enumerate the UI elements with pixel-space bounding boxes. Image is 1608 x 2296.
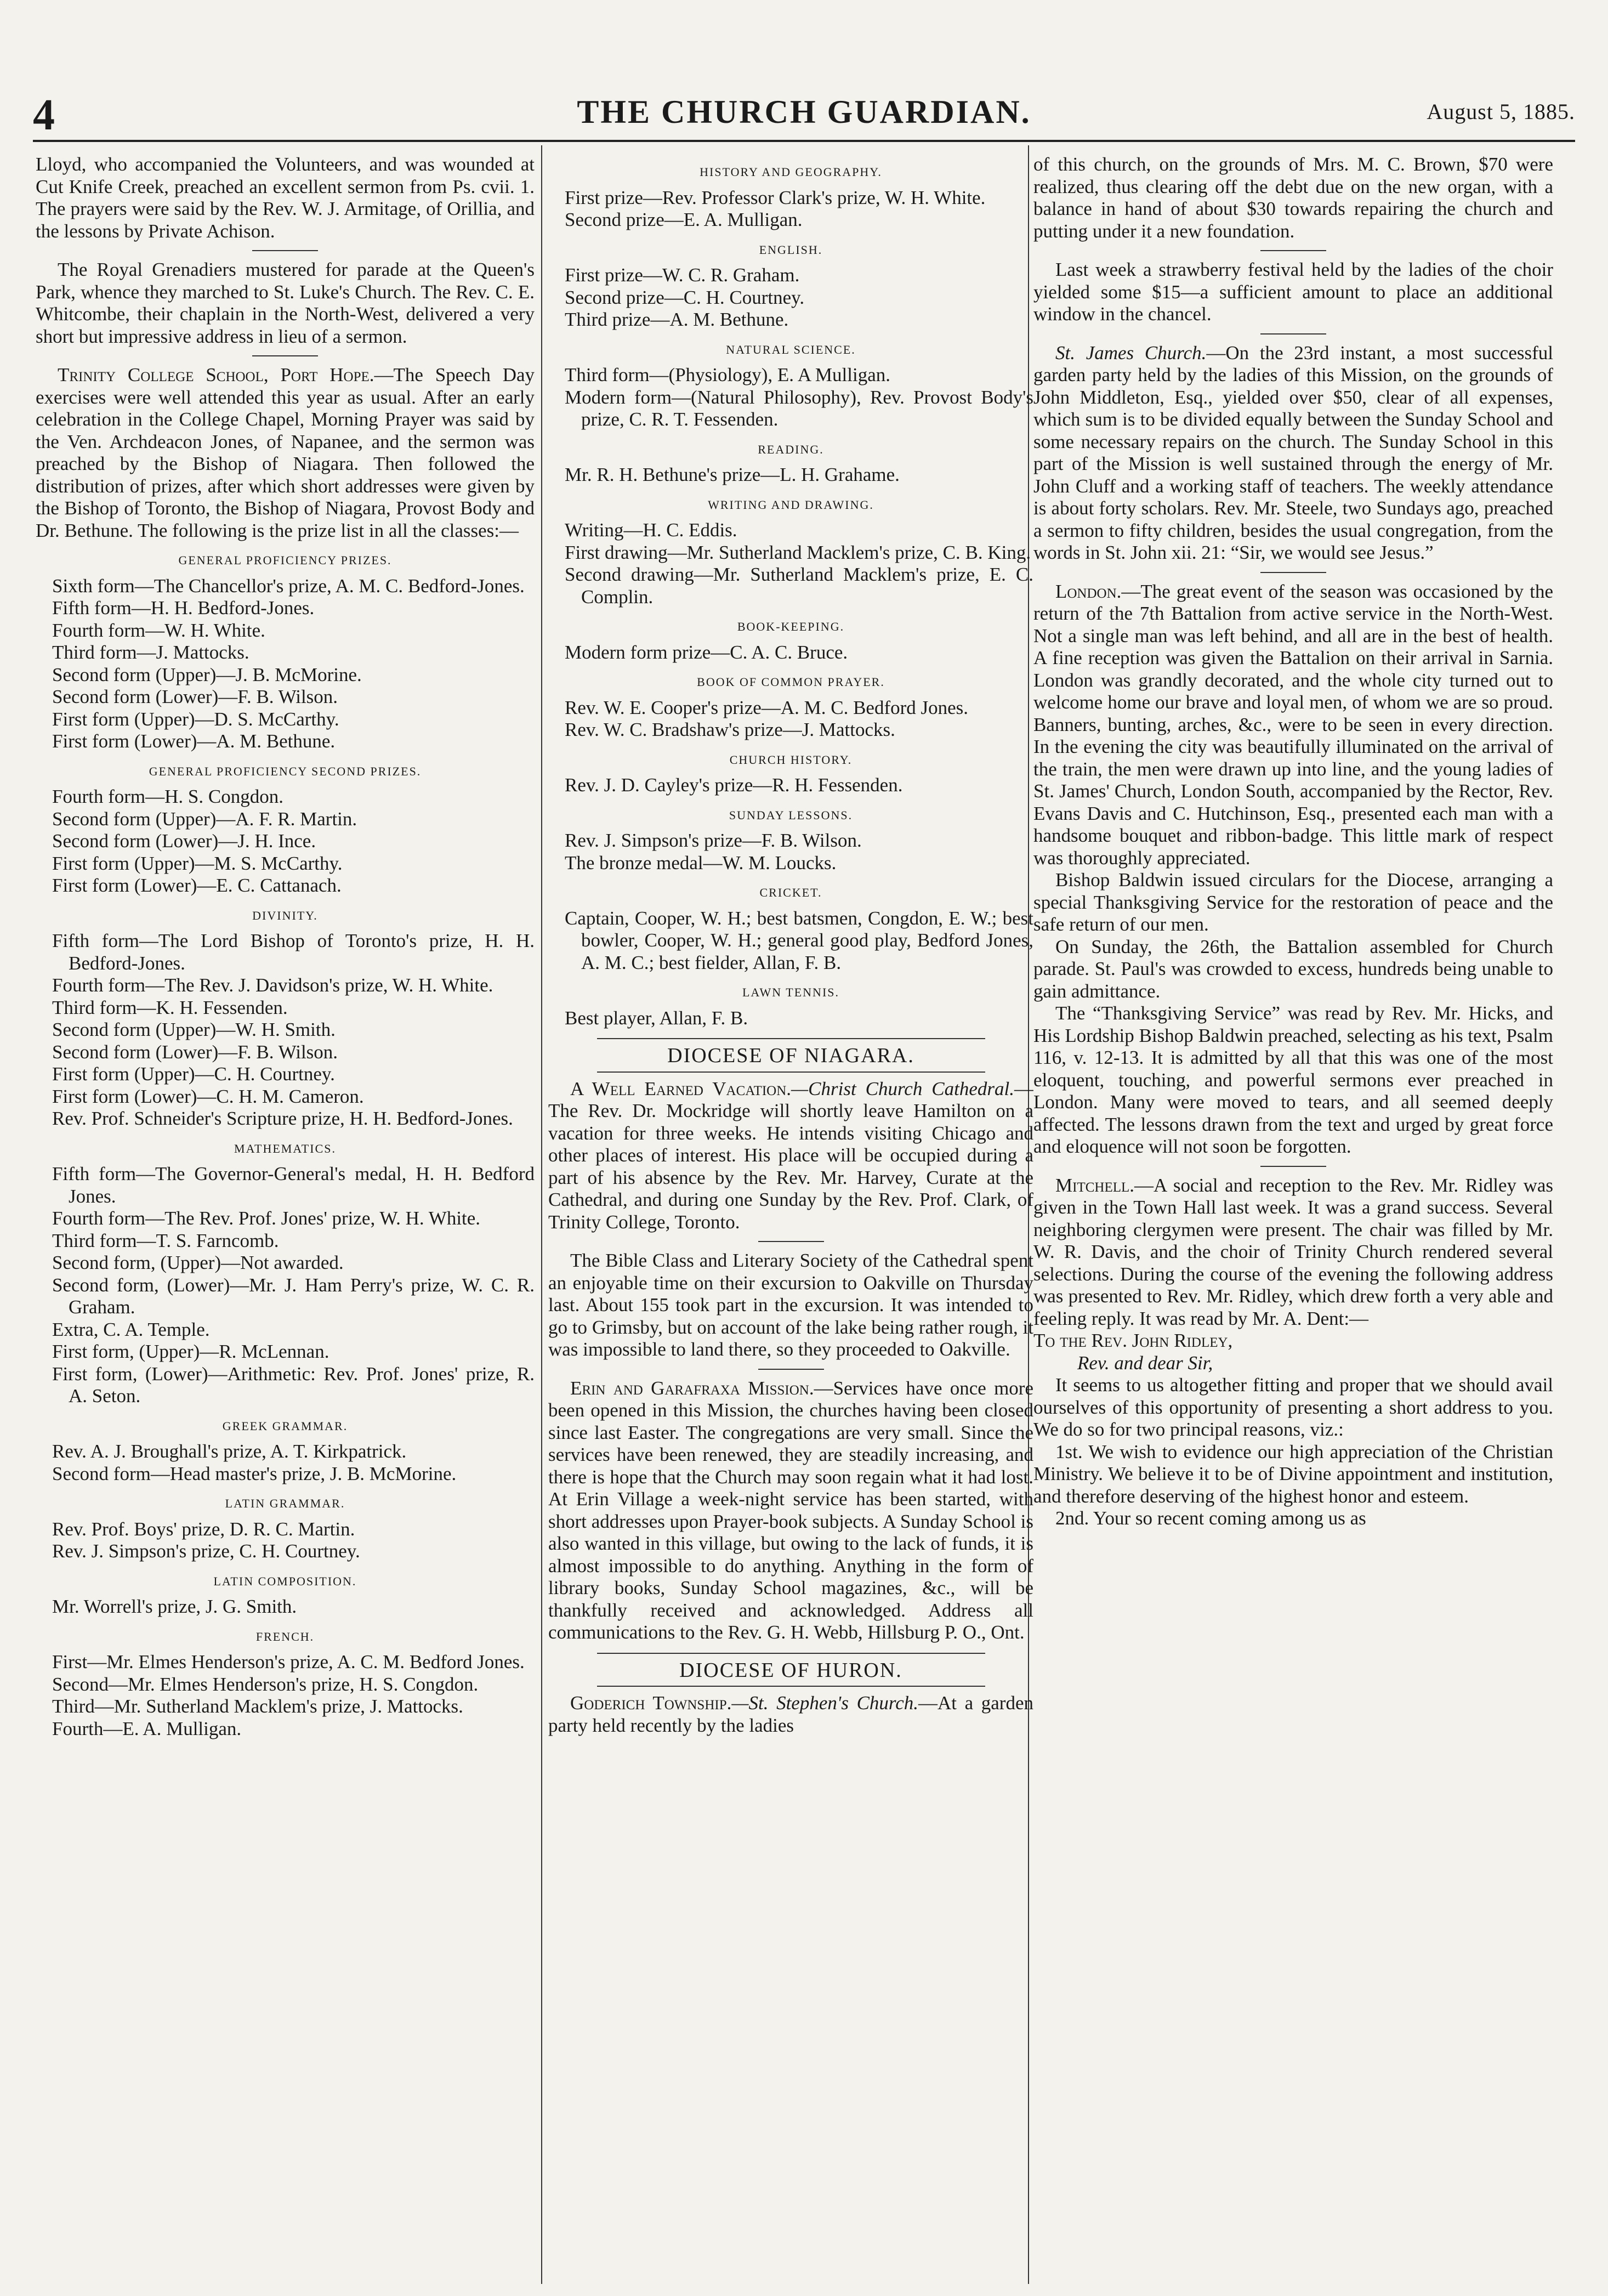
prize-entry: Third form—K. H. Fessenden. [52, 996, 288, 1018]
prize-entry: Extra, C. A. Temple. [52, 1318, 210, 1340]
prize-entry: Fourth form—The Rev. Prof. Jones' prize, W. H. White. [52, 1207, 481, 1229]
paragraph: The “Thanksgiving Service” was read by Rev. Mr. Hicks, and His Lordship Bishop Baldwin preached, selecting as his text, Psalm 116, v. 12-13. It is admitted by all that this was one of the most eloquent, touching, and powerful sermons ever preached in London. Many were moved to tears, and all seemed deeply affected. The lessons drawn from the text and urged by great force and eloquence will not soon be forgotten. [1033, 1002, 1553, 1157]
prize-entry: Second form (Lower)—J. H. Ince. [52, 830, 316, 852]
paragraph-lead: Goderich Township. [570, 1692, 732, 1714]
prize-entry: Fourth—E. A. Mulligan. [52, 1717, 242, 1739]
prize-entry: Second form (Upper)—W. H. Smith. [52, 1019, 336, 1040]
prize-entry: Second form (Upper)—J. B. McMorine. [52, 664, 362, 685]
paragraph: The Bible Class and Literary Society of the Cathedral spent an enjoyable time on their excursion to Oakville on Thursday last. About 155 took part in the excursion. It was intended to go to Grimsby, but on account of the lake being rather rough, it was impossible to land there, so they proceeded to Oakville. [548, 1250, 1033, 1360]
prize-entry: Rev. W. E. Cooper's prize—A. M. C. Bedford Jones. [565, 696, 969, 718]
prize-entry: Second form (Lower)—F. B. Wilson. [52, 1041, 338, 1063]
section-heading: NATURAL SCIENCE. [726, 342, 856, 356]
paragraph: Trinity College School, Port Hope.—The Speech Day exercises were well attended this year as usual. After an early celebration in the College Chapel, Morning Prayer was said by the Ven. Archdeacon Jones, of Napanee, and the sermon was preached by the Bishop of Niagara. Then followed the distribution of prizes, after which short addresses were given by the Bishop of Toronto, the Bishop of Niagara, Provost Body and Dr. Bethune. The following is the prize list in all the classes:— [36, 364, 535, 541]
paragraph: Bishop Baldwin issued circulars for the Diocese, arranging a special Thanksgiving Service for the restoration of peace and the safe return of our men. [1033, 869, 1553, 935]
separator [1260, 572, 1326, 573]
prize-entry: Rev. W. C. Bradshaw's prize—J. Mattocks. [565, 719, 895, 740]
prize-list [36, 930, 535, 1130]
prize-entry: Second prize—C. H. Courtney. [565, 286, 805, 308]
paragraph: It seems to us altogether fitting and proper that we should avail ourselves of this opportunity of presenting a short address to you. We do so for two principal reasons, viz.: [1033, 1374, 1553, 1440]
prize-list [548, 697, 1033, 741]
prize-entry: Modern form—(Natural Philosophy), Rev. Provost Body's prize, C. R. T. Fessenden. [565, 386, 1033, 430]
paragraph: London.—The great event of the season was occasioned by the return of the 7th Battalion from active service in the North-West. Not a single man was left behind, and all are in the best of health. A fine reception was given the Battalion on their arrival in Sarnia. London was grandly decorated, and the whole city turned out to welcome home our brave and loyal men, of whom we are so proud. Banners, bunting, arches, &c., were to be seen in every direction. In the evening the city was beautifully illuminated on the arrival of the train, the men were drawn up into line, and the young ladies of St. James' Church, London South, accompanied by the Rector, Rev. Evans Davis and C. Hutchinson, Esq., presented each man with a handsome bouquet and ribbon-badge. This little mark of respect was thoroughly appreciated. [1033, 580, 1553, 869]
section-heading: DIVINITY. [252, 908, 318, 922]
paragraph: On Sunday, the 26th, the Battalion assembled for Church parade. St. Paul's was crowded to excess, hundreds being unable to gain admittance. [1033, 936, 1553, 1002]
prize-entry: Third form—T. S. Farncomb. [52, 1229, 279, 1251]
section-heading: HISTORY AND GEOGRAPHY. [700, 165, 882, 179]
paragraph-lead: Trinity College School, Port Hope. [58, 364, 374, 385]
page-number: 4 [33, 91, 55, 139]
section-rule [597, 1072, 985, 1073]
prize-entry: Mr. Worrell's prize, J. G. Smith. [52, 1596, 297, 1617]
prize-list [548, 187, 1033, 231]
prize-entry: Second form, (Lower)—Mr. J. Ham Perry's prize, W. C. R. Graham. [52, 1274, 535, 1318]
section-heading: GENERAL PROFICIENCY PRIZES. [178, 553, 392, 567]
prize-entry: Third—Mr. Sutherland Macklem's prize, J. Mattocks. [52, 1696, 463, 1717]
separator [252, 355, 318, 356]
prize-entry: Rev. J. Simpson's prize, C. H. Courtney. [52, 1540, 360, 1562]
prize-entry: First form (Lower)—C. H. M. Cameron. [52, 1085, 364, 1107]
paragraph: Goderich Township.—St. Stephen's Church.—At a garden party held recently by the ladies [548, 1692, 1033, 1736]
prize-entry: Third form—(Physiology), E. A Mulligan. [565, 364, 891, 385]
paragraph: The Royal Grenadiers mustered for parade at the Queen's Park, whence they marched to St. Luke's Church. The Rev. C. E. Whitcombe, their chaplain in the North-West, delivered a very short but impressive address in lieu of a sermon. [36, 259, 535, 347]
prize-list [36, 786, 535, 897]
section-heading: LATIN GRAMMAR. [225, 1496, 345, 1510]
issue-date: August 5, 1885. [1427, 99, 1575, 124]
prize-entry: Third prize—A. M. Bethune. [565, 309, 789, 330]
prize-entry: Rev. A. J. Broughall's prize, A. T. Kirkpatrick. [52, 1441, 407, 1462]
section-heading: WRITING AND DRAWING. [708, 497, 874, 512]
prize-entry: Writing—H. C. Eddis. [565, 519, 737, 541]
page-header [33, 82, 1575, 143]
column-divider [541, 145, 542, 2284]
paragraph: St. James Church.—On the 23rd instant, a most successful garden party held by the ladies of this Mission, on the grounds of John Middleton, Esq., yielded over $50, clear of all expenses, which sum is to be divided equally between the Sunday School and some necessary repairs on the church. The Sunday School in this part of the Mission is well sustained through the energy of Mr. John Cluff and a working staff of teachers. The weekly attendance is about forty scholars. Rev. Mr. Steele, two Sundays ago, preached a sermon to fifty children, besides the usual congregation, from the words in St. John xii. 21: “Sir, we would see Jesus.” [1033, 342, 1553, 563]
section-heading: BOOK-KEEPING. [737, 620, 845, 633]
prize-entry: Fourth form—H. S. Congdon. [52, 786, 283, 807]
paragraph: Lloyd, who accompanied the Volunteers, and was wounded at Cut Knife Creek, preached an excellent sermon from Ps. cvii. 1. The prayers were said by the Rev. W. J. Armitage, of Orillia, and the lessons by Private Achison. [36, 154, 535, 242]
prize-entry: Second drawing—Mr. Sutherland Macklem's prize, E. C. Complin. [565, 564, 1033, 608]
prize-entry: Mr. R. H. Bethune's prize—L. H. Grahame. [565, 464, 900, 485]
prize-entry: Fifth form—The Lord Bishop of Toronto's prize, H. H. Bedford-Jones. [52, 930, 535, 974]
column-1 [36, 154, 535, 2281]
separator [1260, 1166, 1326, 1167]
section-heading: GREEK GRAMMAR. [222, 1419, 348, 1433]
separator [252, 250, 318, 251]
section-rule [597, 1653, 985, 1654]
prize-entry: Sixth form—The Chancellor's prize, A. M. C. Bedford-Jones. [52, 575, 525, 597]
paragraph: Last week a strawberry festival held by the ladies of the choir yielded some $15—a sufficient amount to place an additional window in the chancel. [1033, 259, 1553, 325]
prize-list [36, 1441, 535, 1485]
paragraph-lead: A Well Earned Vacation. [570, 1078, 792, 1099]
paragraph: 2nd. Your so recent coming among us as [1055, 1507, 1366, 1529]
prize-entry: Fifth form—The Governor-General's medal, H. H. Bedford Jones. [52, 1163, 535, 1207]
section-heading: LAWN TENNIS. [742, 985, 840, 999]
paragraph-lead: St. James Church. [1055, 342, 1207, 364]
prize-entry: Fourth form—W. H. White. [52, 619, 265, 641]
masthead-title: THE CHURCH GUARDIAN. [577, 94, 1031, 130]
prize-list [548, 1007, 1033, 1030]
section-heading: BOOK OF COMMON PRAYER. [697, 675, 885, 689]
separator [758, 1369, 824, 1370]
prize-entry: Modern form prize—C. A. C. Bruce. [565, 641, 848, 663]
prize-entry: First prize—Rev. Professor Clark's prize, W. H. White. [565, 186, 986, 208]
prize-entry: Rev. Prof. Schneider's Scripture prize, H. H. Bedford-Jones. [52, 1108, 513, 1129]
section-heading: LATIN COMPOSITION. [213, 1574, 357, 1588]
paragraph: of this church, on the grounds of Mrs. M. C. Brown, $70 were realized, thus clearing off the debt due on the new organ, with a balance in hand of about $30 towards repairing the church and putting under it a new foundation. [1033, 154, 1553, 242]
prize-entry: First form, (Upper)—R. McLennan. [52, 1341, 329, 1362]
paragraph: Erin and Garafraxa Mission.—Services have once more been opened in this Mission, the churches having been closed since last Easter. The congregations are very small. Since the services have been renewed, they are steadily increasing, and there is hope that the Church may soon regain what it had lost. At Erin Village a week-night service has been started, with short addresses upon Prayer-book subjects. A Sunday School is also wanted in this village, but owing to the lack of funds, it is almost impossible to do anything. Anything in the form of library books, Sunday School magazines, &c., will be thankfully received and acknowledged. Address all communications to the Rev. G. H. Webb, Hillsburg P. O., Ont. [548, 1377, 1033, 1643]
prize-list [548, 774, 1033, 797]
paragraph-lead: Erin and Garafraxa Mission. [570, 1377, 814, 1399]
paragraph: 1st. We wish to evidence our high appreciation of the Christian Ministry. We believe it to be of Divine appointment and institution, and therefore deserving of the highest honor and esteem. [1033, 1441, 1553, 1507]
prize-entry: First form (Upper)—C. H. Courtney. [52, 1063, 335, 1085]
prize-entry: First—Mr. Elmes Henderson's prize, A. C. M. Bedford Jones. [52, 1651, 525, 1673]
prize-entry: First form (Upper)—M. S. McCarthy. [52, 852, 343, 874]
prize-list [548, 364, 1033, 431]
column-3 [1033, 154, 1553, 2281]
paragraph: Mitchell.—A social and reception to the Rev. Mr. Ridley was given in the Town Hall last week. It was a grand success. Several neighboring clergymen were present. The chair was filled by Mr. W. R. Davis, and the choir of Trinity Church rendered several selections. During the course of the evening the following address was presented to Rev. Mr. Ridley, which drew forth a very able and feeling reply. It was read by Mr. A. Dent:— [1033, 1174, 1553, 1329]
section-heading: SUNDAY LESSONS. [729, 808, 853, 822]
prize-entry: Second form (Lower)—F. B. Wilson. [52, 686, 338, 707]
paragraph-lead: Mitchell. [1055, 1174, 1135, 1196]
address-greeting: Rev. and dear Sir, [1077, 1352, 1213, 1374]
prize-entry: Second form (Upper)—A. F. R. Martin. [52, 808, 357, 830]
paragraph-lead: London. [1055, 580, 1122, 602]
prize-list [36, 1596, 535, 1618]
diocese-title: DIOCESE OF HURON. [679, 1658, 902, 1682]
prize-entry: Rev. J. Simpson's prize—F. B. Wilson. [565, 830, 862, 851]
prize-list [548, 830, 1033, 874]
section-heading: CHURCH HISTORY. [729, 752, 853, 767]
prize-list [36, 1518, 535, 1563]
prize-entry: Second form—Head master's prize, J. B. McMorine. [52, 1462, 457, 1484]
prize-entry: Fifth form—H. H. Bedford-Jones. [52, 597, 315, 619]
section-heading: GENERAL PROFICIENCY SECOND PRIZES. [149, 764, 422, 778]
prize-list [548, 642, 1033, 664]
prize-entry: First form (Upper)—D. S. McCarthy. [52, 708, 339, 730]
prize-entry: Third form—J. Mattocks. [52, 642, 249, 663]
prize-list [36, 1651, 535, 1740]
address-salutation: To the Rev. John Ridley, [1033, 1330, 1233, 1351]
prize-entry: Rev. J. D. Cayley's prize—R. H. Fessenden. [565, 774, 903, 796]
section-heading: READING. [758, 442, 824, 456]
separator [1260, 250, 1326, 251]
prize-list [548, 464, 1033, 486]
prize-entry: Captain, Cooper, W. H.; best batsmen, Congdon, E. W.; best bowler, Cooper, W. H.; general good play, Bedford Jones, A. M. C.; best fielder, Allan, F. B. [565, 907, 1033, 973]
section-heading: CRICKET. [759, 886, 822, 899]
prize-entry: Second—Mr. Elmes Henderson's prize, H. S. Congdon. [52, 1673, 479, 1695]
separator [758, 1241, 824, 1242]
section-rule [597, 1686, 985, 1687]
prize-entry: The bronze medal—W. M. Loucks. [565, 852, 837, 874]
prize-list [36, 575, 535, 753]
prize-entry: Second form, (Upper)—Not awarded. [52, 1252, 344, 1273]
prize-list [548, 264, 1033, 331]
prize-list [36, 1163, 535, 1408]
section-heading: ENGLISH. [759, 242, 823, 257]
prize-entry: First prize—W. C. R. Graham. [565, 264, 800, 286]
prize-entry: First form (Lower)—E. C. Cattanach. [52, 875, 342, 896]
separator [1260, 333, 1326, 335]
prize-entry: Best player, Allan, F. B. [565, 1007, 748, 1029]
header-rule [33, 140, 1575, 142]
section-rule [597, 1038, 985, 1039]
prize-entry: Fourth form—The Rev. J. Davidson's prize, W. H. White. [52, 974, 493, 996]
prize-entry: First form, (Lower)—Arithmetic: Rev. Prof. Jones' prize, R. A. Seton. [52, 1363, 535, 1407]
prize-entry: First form (Lower)—A. M. Bethune. [52, 730, 336, 752]
paragraph: A Well Earned Vacation.—Christ Church Cathedral.—The Rev. Dr. Mockridge will shortly leave Hamilton on a vacation for three weeks. He intends visiting Chicago and other places of interest. His place will be occupied during a part of his absence by the Rev. Mr. Harvey, Curate at the Cathedral, and during one Sunday by the Rev. Prof. Clark, of Trinity College, Toronto. [548, 1078, 1033, 1233]
section-heading: FRENCH. [255, 1629, 315, 1643]
column-2 [548, 154, 1033, 2281]
prize-list [548, 908, 1033, 974]
prize-entry: First drawing—Mr. Sutherland Macklem's prize, C. B. King. [565, 541, 1031, 563]
diocese-title: DIOCESE OF NIAGARA. [667, 1044, 914, 1067]
prize-entry: Second prize—E. A. Mulligan. [565, 209, 803, 230]
prize-entry: Rev. Prof. Boys' prize, D. R. C. Martin. [52, 1518, 355, 1540]
prize-list [548, 519, 1033, 608]
section-heading: MATHEMATICS. [234, 1141, 336, 1155]
